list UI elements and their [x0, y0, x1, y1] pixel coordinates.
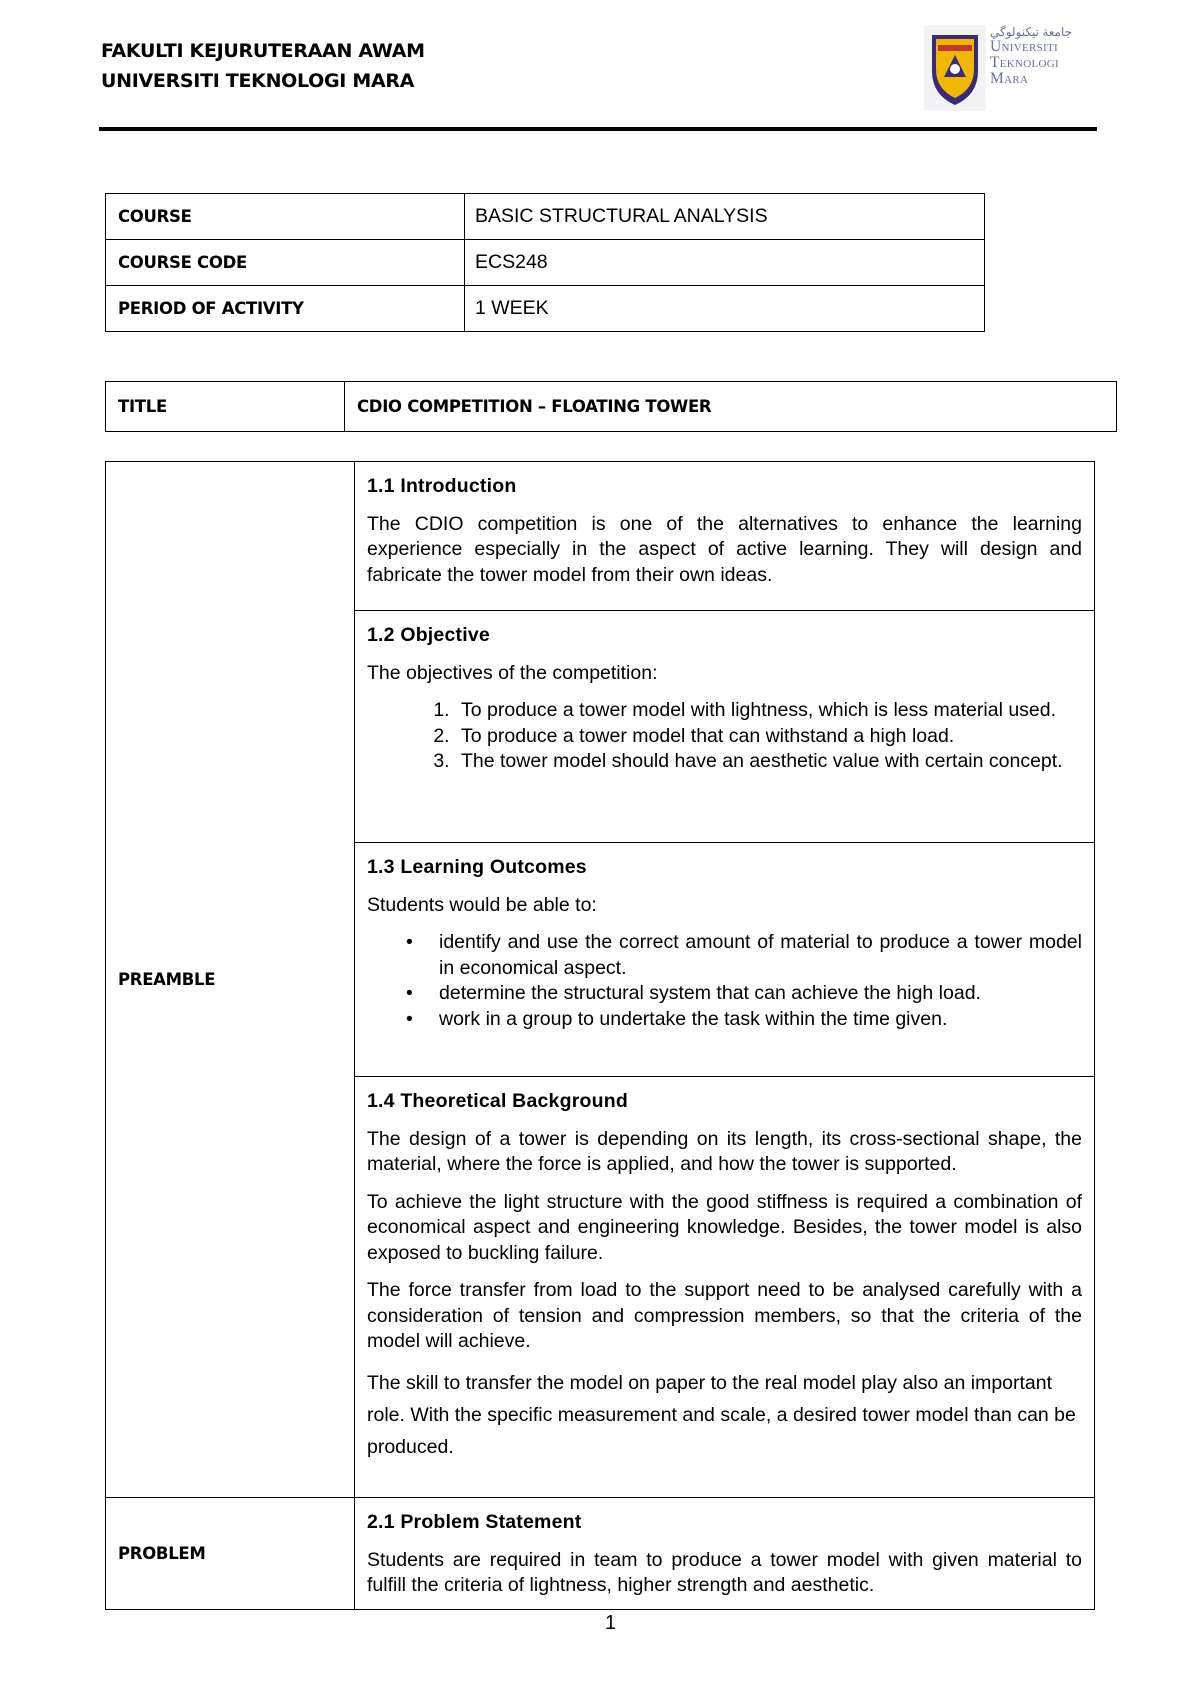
- background-cell: [355, 1077, 1095, 1498]
- intro-heading: 1.1 Introduction: [367, 475, 517, 497]
- bullet-icon: •: [406, 1007, 413, 1030]
- course-code-value: ECS248: [465, 240, 985, 286]
- problem-label: PROBLEM: [106, 1498, 355, 1610]
- table-row: [106, 382, 1117, 432]
- list-item: 1. To produce a tower model with lightness, which is less material used.: [455, 698, 1082, 724]
- period-label: PERIOD OF ACTIVITY: [106, 286, 465, 332]
- course-label: COURSE: [106, 194, 465, 240]
- preamble-label: PREAMBLE: [106, 462, 355, 1498]
- background-paragraph: To achieve the light structure with the good stiffness is required a combination of economical aspect and engineering knowledge. Besides, the tower model is also exposed to buckling failure.: [367, 1190, 1082, 1264]
- outcomes-heading: 1.3 Learning Outcomes: [367, 856, 587, 878]
- title-value: CDIO COMPETITION – FLOATING TOWER: [345, 382, 1117, 432]
- list-item: • work in a group to undertake the task within the time given.: [439, 1007, 1082, 1033]
- jawi-script: ﺟﺎﻣﻌﺔ ﺗﻴﻜﻨﻮﻟﻮﮔﻲ: [990, 25, 1073, 39]
- period-value: 1 WEEK: [465, 286, 985, 332]
- intro-text: The CDIO competition is one of the alternatives to enhance the learning experience especially in the aspect of active learning. They will design and fabricate the tower model from their own ideas.: [367, 512, 1082, 586]
- uitm-logo: [924, 25, 1098, 111]
- table-row: [106, 462, 1095, 611]
- bullet-icon: •: [406, 982, 413, 1004]
- problem-cell: [355, 1498, 1095, 1610]
- faculty-name: FAKULTI KEJURUTERAAN AWAM: [101, 40, 425, 62]
- header-rule: [99, 127, 1097, 131]
- table-row: [106, 1498, 1095, 1610]
- title-label: TITLE: [106, 382, 345, 432]
- background-heading: 1.4 Theoretical Background: [367, 1090, 628, 1112]
- title-table: [105, 381, 1117, 432]
- course-info-table: [105, 193, 985, 332]
- objective-list: [367, 698, 1082, 775]
- university-name: UNIVERSITI TEKNOLOGI MARA: [101, 70, 415, 92]
- intro-cell: [355, 462, 1095, 611]
- list-item: • identify and use the correct amount of material to produce a tower model in economical aspect.: [406, 931, 1082, 979]
- crest-icon: [924, 25, 986, 111]
- outcomes-lead: Students would be able to:: [367, 893, 597, 916]
- table-row: [106, 194, 985, 240]
- list-item: 3. The tower model should have an aesthetic value with certain concept.: [455, 749, 1082, 775]
- course-code-label: COURSE CODE: [106, 240, 465, 286]
- bullet-icon: •: [406, 931, 413, 953]
- list-item: • determine the structural system that can achieve the high load.: [439, 981, 1082, 1007]
- problem-text: Students are required in team to produce a tower model with given material to fulfill the criteria of lightness, higher strength and aesthetic.: [367, 1548, 1082, 1596]
- outcomes-cell: [355, 843, 1095, 1077]
- logo-wordmark: Universiti Teknologi Mara: [990, 38, 1059, 87]
- table-row: [106, 240, 985, 286]
- objective-heading: 1.2 Objective: [367, 624, 490, 646]
- problem-heading: 2.1 Problem Statement: [367, 1511, 582, 1533]
- background-paragraph: The design of a tower is depending on its length, its cross-sectional shape, the material, where the force is applied, and how the tower is supported.: [367, 1127, 1082, 1175]
- table-row: [106, 286, 985, 332]
- background-paragraph: The skill to transfer the model on paper to the real model play also an important role. With the specific measurement and scale, a desired tower model than can be produced.: [367, 1371, 1076, 1458]
- objective-cell: [355, 611, 1095, 843]
- faculty-header: [101, 36, 425, 96]
- page-number: 1: [605, 1612, 617, 1634]
- list-item: 2. To produce a tower model that can withstand a high load.: [455, 724, 1082, 750]
- activity-table: [105, 461, 1095, 1610]
- outcomes-list: [367, 930, 1082, 1032]
- background-paragraph: The force transfer from load to the support need to be analysed carefully with a consideration of tension and compression members, so that the criteria of the model will achieve.: [367, 1279, 1082, 1352]
- course-value: BASIC STRUCTURAL ANALYSIS: [465, 194, 985, 240]
- objective-lead: The objectives of the competition:: [367, 661, 658, 684]
